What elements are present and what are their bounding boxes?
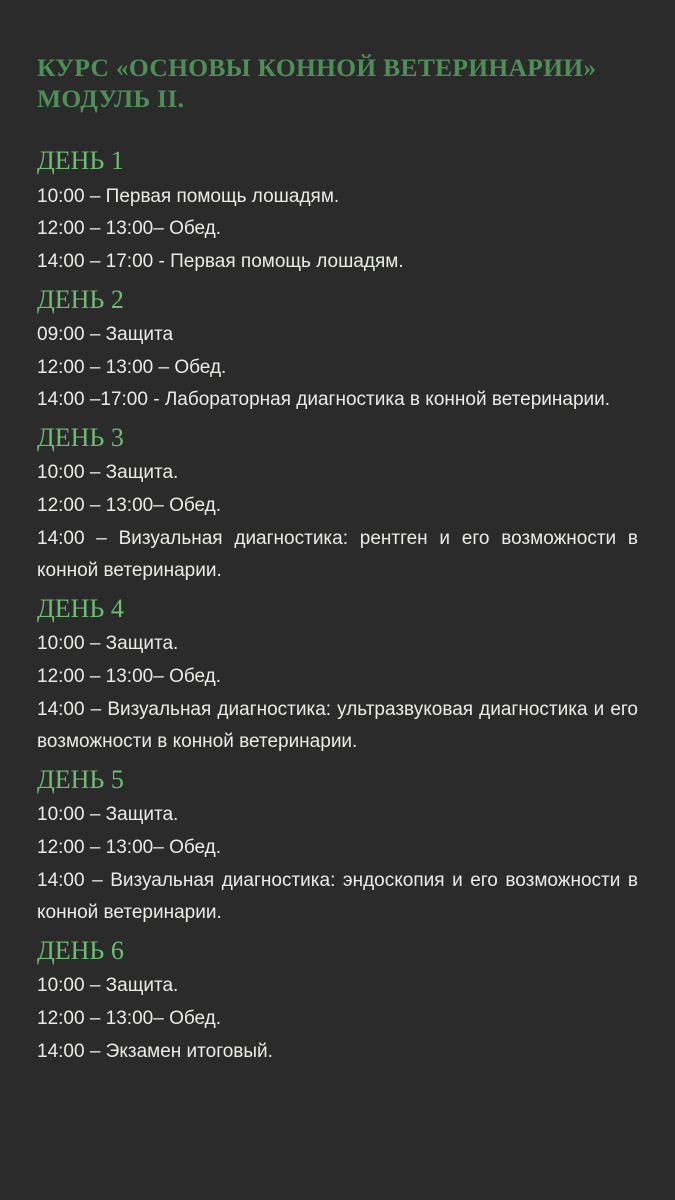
day-heading: ДЕНЬ 4 [37,593,124,623]
schedule-item: 14:00 – Визуальная диагностика: эндоскопия и его возможности в конной ветеринарии. [37,869,638,924]
schedule-item: 12:00 – 13:00– Обед. [37,665,222,687]
schedule-item: 10:00 – Защита. [37,462,179,484]
page-title-line-1: КУРС «ОСНОВЫ КОННОЙ ВЕТЕРИНАРИИ» [37,53,597,82]
day-block-2 [37,283,638,417]
page-title-line-2: МОДУЛЬ II. [37,84,185,114]
schedule-item: 09:00 – Защита [37,323,174,345]
schedule-item: 12:00 – 13:00– Обед. [37,218,222,240]
schedule-item: 14:00 – Экзамен итоговый. [37,1040,273,1062]
day-heading: ДЕНЬ 1 [37,146,124,176]
day-heading: ДЕНЬ 3 [37,422,124,452]
schedule-item: 14:00 – Визуальная диагностика: рентген и его возможности в конной ветеринарии. [37,527,638,582]
schedule-item: 10:00 – Защита. [37,633,179,655]
day-heading: ДЕНЬ 6 [37,935,124,965]
schedule-item: 12:00 – 13:00– Обед. [37,836,222,858]
day-heading: ДЕНЬ 2 [37,284,124,314]
schedule-item: 10:00 – Защита. [37,975,179,997]
day-heading: ДЕНЬ 5 [37,764,124,794]
schedule-item: 12:00 – 13:00 – Обед. [37,356,227,378]
day-block-3 [37,421,638,588]
day-block-5 [37,763,638,930]
schedule-item: 10:00 – Первая помощь лошадям. [37,185,340,207]
day-block-1 [37,144,638,278]
schedule-item: 10:00 – Защита. [37,804,179,826]
schedule-item: 12:00 – 13:00– Обед. [37,1007,222,1029]
day-block-4 [37,592,638,759]
schedule-item: 14:00 – 17:00 - Первая помощь лошадям. [37,250,404,272]
day-block-6 [37,934,638,1068]
schedule-item: 14:00 – Визуальная диагностика: ультразвуковая диагностика и его возможности в конной ветеринарии. [37,698,638,753]
schedule-item: 12:00 – 13:00– Обед. [37,494,222,516]
page-title [37,52,638,114]
schedule-item: 14:00 –17:00 - Лабораторная диагностика в конной ветеринарии. [37,389,611,411]
